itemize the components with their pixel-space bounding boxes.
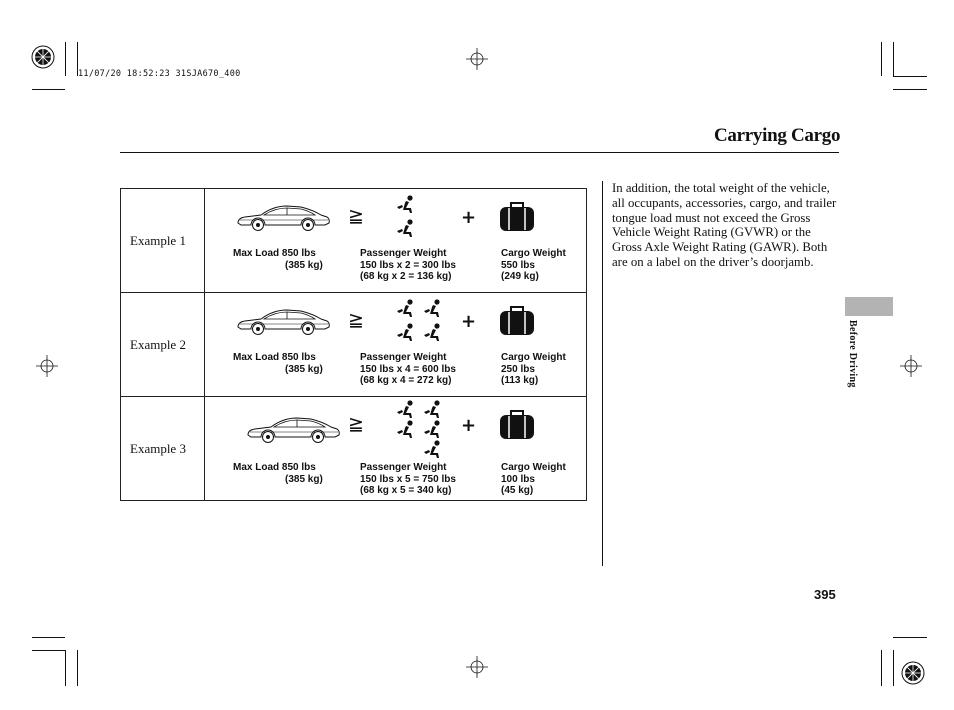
crosshair-icon <box>900 355 922 377</box>
seated-person-icon <box>422 323 442 348</box>
section-tab <box>845 297 893 316</box>
crop-mark <box>32 650 65 651</box>
seated-person-icon <box>395 323 415 348</box>
suitcase-icon <box>498 409 536 446</box>
example-label: Example 1 <box>130 233 186 248</box>
passenger-weight-line3: (68 kg x 2 = 136 kg) <box>360 271 452 282</box>
passenger-weight-line3: (68 kg x 5 = 340 kg) <box>360 485 452 496</box>
crop-mark <box>893 89 927 90</box>
example-diagram-cell <box>205 397 587 501</box>
body-paragraph: In addition, the total weight of the vehicle, all occupants, accessories, cargo, and trailer tongue load must not exceed the Gross Vehicle Weight Rating (GVWR) or the Gross Axle Weight Rating (GAWR). Both are on a label on the driver’s doorjamb. <box>612 181 837 269</box>
passenger-weight-caption <box>360 462 456 497</box>
cargo-weight-line1: Cargo Weight <box>501 462 566 473</box>
crop-mark <box>77 650 78 686</box>
crop-mark <box>65 42 66 76</box>
example-label: Example 2 <box>130 337 186 352</box>
registration-target-icon <box>901 661 925 685</box>
crosshair-icon <box>466 656 488 678</box>
max-load-line2: (385 kg) <box>285 363 323 375</box>
crop-mark <box>893 650 894 686</box>
car-icon <box>245 414 341 449</box>
plus-sign: + <box>461 207 477 228</box>
cargo-weight-line3: (45 kg) <box>501 485 534 496</box>
example-row <box>121 189 587 293</box>
crop-mark <box>893 76 927 77</box>
page-title: Carrying Cargo <box>714 125 841 146</box>
plus-sign: + <box>461 415 477 436</box>
example-row <box>121 397 587 501</box>
suitcase-icon <box>498 305 536 342</box>
max-load-line1: Max Load 850 lbs <box>233 248 316 259</box>
max-load-caption <box>233 248 323 271</box>
example-label-cell <box>121 189 205 293</box>
cargo-weight-line3: (113 kg) <box>501 375 539 386</box>
title-rule <box>120 152 839 153</box>
example-label: Example 3 <box>130 441 186 456</box>
example-diagram-cell <box>205 293 587 397</box>
greater-equal-sign: ≧ <box>348 205 364 227</box>
cargo-weight-line2: 550 lbs <box>501 259 535 271</box>
section-tab-label: Before Driving <box>847 320 858 388</box>
passenger-weight-line1: Passenger Weight <box>360 248 447 259</box>
examples-table <box>120 188 587 501</box>
passenger-weight-line3: (68 kg x 4 = 272 kg) <box>360 375 452 386</box>
passenger-weight-line2: 150 lbs x 2 = 300 lbs <box>360 259 456 271</box>
crop-mark <box>65 650 66 686</box>
crosshair-icon <box>466 48 488 70</box>
example-diagram-cell <box>205 189 587 293</box>
max-load-caption <box>233 352 323 375</box>
car-icon <box>235 202 331 237</box>
seated-person-icon <box>395 219 415 244</box>
passenger-weight-line2: 150 lbs x 4 = 600 lbs <box>360 363 456 375</box>
example-label-cell <box>121 293 205 397</box>
passenger-weight-line1: Passenger Weight <box>360 462 447 473</box>
registration-target-icon <box>31 45 55 69</box>
max-load-line1: Max Load 850 lbs <box>233 462 316 473</box>
passenger-weight-caption <box>360 352 456 387</box>
greater-equal-sign: ≧ <box>348 413 364 435</box>
cargo-weight-caption <box>501 462 566 497</box>
passenger-weight-line2: 150 lbs x 5 = 750 lbs <box>360 473 456 485</box>
crosshair-icon <box>36 355 58 377</box>
cargo-weight-line2: 100 lbs <box>501 473 535 485</box>
passenger-weight-caption <box>360 248 456 283</box>
seated-person-icon <box>422 299 442 324</box>
greater-equal-sign: ≧ <box>348 309 364 331</box>
max-load-line2: (385 kg) <box>285 259 323 271</box>
cargo-weight-line1: Cargo Weight <box>501 352 566 363</box>
plus-sign: + <box>461 311 477 332</box>
seated-person-icon <box>395 420 415 445</box>
passenger-weight-line1: Passenger Weight <box>360 352 447 363</box>
cargo-weight-line2: 250 lbs <box>501 363 535 375</box>
crop-mark <box>32 637 65 638</box>
column-divider <box>602 181 603 566</box>
crop-mark <box>881 42 882 76</box>
crop-mark <box>881 650 882 686</box>
crop-mark <box>893 42 894 76</box>
suitcase-icon <box>498 201 536 238</box>
page-number: 395 <box>814 587 836 602</box>
print-stamp: 11/07/20 18:52:23 31SJA670_400 <box>78 69 241 79</box>
crop-mark <box>32 89 65 90</box>
cargo-weight-line3: (249 kg) <box>501 271 539 282</box>
max-load-caption <box>233 462 323 485</box>
example-row <box>121 293 587 397</box>
max-load-line1: Max Load 850 lbs <box>233 352 316 363</box>
crop-mark <box>893 637 927 638</box>
car-icon <box>235 306 331 341</box>
seated-person-icon <box>395 195 415 220</box>
cargo-weight-caption <box>501 352 566 387</box>
seated-person-icon <box>395 299 415 324</box>
cargo-weight-line1: Cargo Weight <box>501 248 566 259</box>
example-label-cell <box>121 397 205 501</box>
cargo-weight-caption <box>501 248 566 283</box>
max-load-line2: (385 kg) <box>285 473 323 485</box>
